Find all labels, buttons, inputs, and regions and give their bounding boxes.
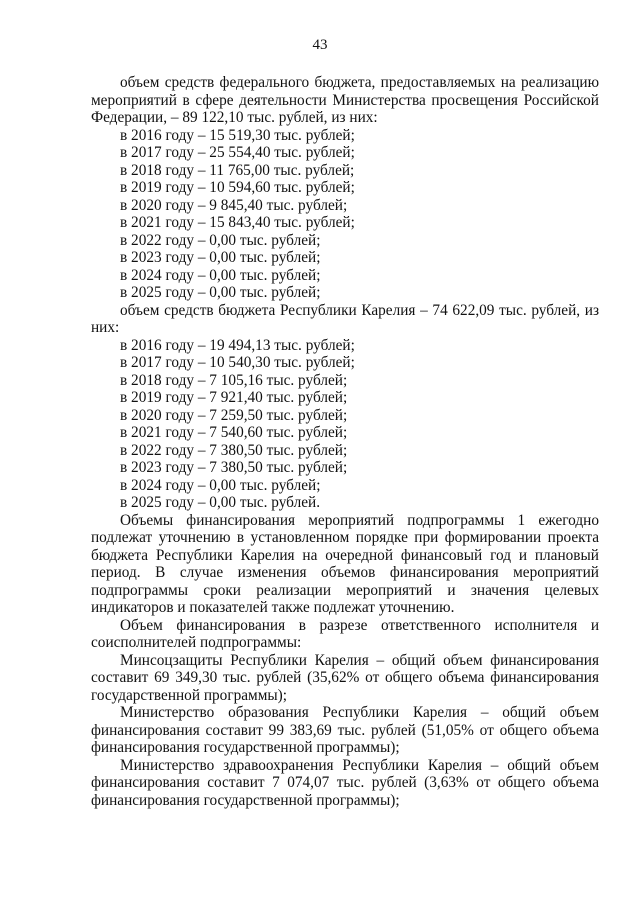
regional-budget-intro: объем средств бюджета Республики Карелия – 74 622,09 тыс. рублей, из них:	[91, 301, 599, 336]
federal-year-2022: в 2022 году – 0,00 тыс. рублей;	[120, 231, 321, 249]
financing-volumes-note: Объемы финансирования мероприятий подпрограммы 1 ежегодно подлежат уточнению в установленном порядке при формировании проекта бюджета Республики Карелия на очередной финансовый год и плановый период. В случае изменения объемов финансирования мероприятий подпрограммы сроки реализации мероприятий и значения целевых индикаторов и показателей также подлежат уточнению.	[91, 511, 599, 616]
federal-year-2025: в 2025 году – 0,00 тыс. рублей;	[120, 284, 321, 301]
regional-year-2018: в 2018 году – 7 105,16 тыс. рублей;	[120, 371, 348, 389]
document-body	[91, 74, 599, 809]
federal-year-2017: в 2017 году – 25 554,40 тыс. рублей;	[120, 144, 355, 161]
federal-budget-intro: объем средств федерального бюджета, предоставляемых на реализацию мероприятий в сфере деятельности Министерства просвещения Российской Федерации, – 89 122,10 тыс. рублей, из них:	[91, 74, 599, 126]
minobr-financing: Министерство образования Республики Карелия – общий объем финансирования составит 99 383,69 тыс. рублей (51,05% от общего объема финансирования государственной программы);	[91, 704, 599, 756]
regional-years-list	[91, 337, 599, 512]
minzdrav-financing: Министерство здравоохранения Республики Карелия – общий объем финансирования составит 7 074,07 тыс. рублей (3,63% от общего объема финансирования государственной программы);	[91, 756, 599, 809]
regional-year-2017: в 2017 году – 10 540,30 тыс. рублей;	[120, 354, 355, 371]
regional-year-2016: в 2016 году – 19 494,13 тыс. рублей;	[120, 336, 355, 354]
minsoc-financing: Минсоцзащиты Республики Карелия – общий объем финансирования составит 69 349,30 тыс. рублей (35,62% от общего объема финансирования государственной программы);	[91, 651, 599, 704]
federal-years-list	[91, 127, 599, 302]
federal-year-2021: в 2021 году – 15 843,40 тыс. рублей;	[120, 214, 355, 231]
regional-year-2021: в 2021 году – 7 540,60 тыс. рублей;	[120, 424, 348, 441]
federal-year-2024: в 2024 году – 0,00 тыс. рублей;	[120, 266, 321, 284]
federal-year-2019: в 2019 году – 10 594,60 тыс. рублей;	[120, 179, 355, 196]
regional-year-2019: в 2019 году – 7 921,40 тыс. рублей;	[120, 389, 348, 406]
regional-year-2023: в 2023 году – 7 380,50 тыс. рублей;	[120, 459, 348, 476]
regional-year-2025: в 2025 году – 0,00 тыс. рублей.	[120, 494, 321, 511]
federal-year-2020: в 2020 году – 9 845,40 тыс. рублей;	[120, 196, 348, 214]
regional-year-2020: в 2020 году – 7 259,50 тыс. рублей;	[120, 406, 348, 424]
regional-year-2024: в 2024 году – 0,00 тыс. рублей;	[120, 476, 321, 494]
federal-year-2016: в 2016 году – 15 519,30 тыс. рублей;	[120, 126, 355, 144]
regional-year-2022: в 2022 году – 7 380,50 тыс. рублей;	[120, 441, 348, 459]
financing-by-executors: Объем финансирования в разрезе ответственного исполнителя и соисполнителей подпрограммы:	[91, 616, 599, 651]
federal-year-2018: в 2018 году – 11 765,00 тыс. рублей;	[120, 161, 355, 179]
page-number: 43	[312, 37, 328, 53]
federal-year-2023: в 2023 году – 0,00 тыс. рублей;	[120, 249, 321, 266]
